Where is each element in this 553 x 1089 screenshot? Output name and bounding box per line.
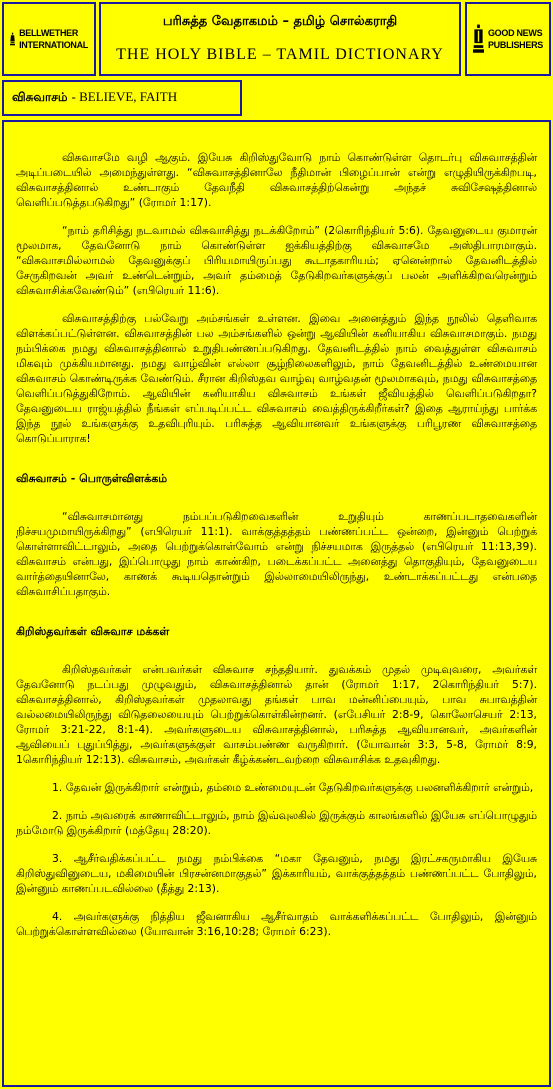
title-english: THE HOLY BIBLE – TAMIL DICTIONARY <box>116 46 444 63</box>
bell-figure-icon <box>10 17 15 61</box>
title-tamil: பரிசுத்த வேதாகமம் – தமிழ் சொல்கராதி <box>162 14 398 29</box>
section-people-text: கிறிஸ்தவர்கள் என்பவர்கள் விசுவாச சந்ததியார். துவக்கம் முதல் முடிவுவரை, அவர்கள் தேவனோடு நடப்பது முழுவதும், விசுவாசத்தினால் தான் (ரோமர் 1:17, 2கொரிந்தியர் 5:7). விசுவாசத்தினால், கிறிஸ்தவர்கள் முதலாவது தங்கள் பாவ மன்னிப்பையும், பாவ சுபாவத்தின் வல்லமையிலிருந்து விடுதலையையும் பெற்றுக்கொள்கின்றனர். (எபேசியர் 2:8-9, கொலோசெயர் 2:13, ரோமர் 3:21-22, 8:1-4). அவர்களுடைய விசுவாசத்தினால், பரிசுத்த ஆவியானவர், அவர்களின் ஆவியைப் புதுப்பித்து, அவர்களுக்குள் வாசம்பண்ண வருகிறார். (யோவான் 3:3, 5-8, ரோமர் 8:9, 1கொரிந்தியர் 12:13). விசுவாசம், அவர்கள் கீழ்க்கண்டவற்றை விசுவாசிக்க உதவுகிறது. <box>16 663 537 766</box>
intro-paragraph-2: “நாம் தரிசித்து நடவாமல் விசுவாசித்து நடக்கிறோம்” (2கொரிந்தியர் 5:6). தேவனுடைய குமாரன் மூலமாக, தேவனோடு நாம் கொண்டுள்ள ஐக்கியத்திற்கு விசுவாசமே அஸ்திபாரமாகும். “விசுவாசமில்லாமல் தேவனுக்குப் பிரியமாயிருப்பது கூடாதகாரியம்; ஏனென்றால் தேவனிடத்தில் சேருகிறவன் அவர் உண்டென்றும், அவர் தம்மைத் தேடுகிறவர்களுக்குப் பலன் அளிக்கிறவரென்றும் விசுவாசிக்கவேண்டும்” (எபிரெயர் 11:6). <box>16 224 537 297</box>
title-banner <box>99 2 461 76</box>
section-meaning-text: “விசுவாசமானது நம்பப்படுகிறவைகளின் உறுதியும் காணப்படாதவைகளின் நிச்சயமுமாயிருக்கிறது” (எபிரெயர் 11:1). வாக்குத்தத்தம் பண்ணப்பட்ட ஒன்றை, இன்னும் பெற்றுக் கொள்ளாவிட்டாலும், அதை பெற்றுக்கொள்வோம் என்று நிச்சயமாக இருத்தல் (எபிரெயர் 11:13,39). விசுவாசம் என்பது, இப்பொழுது நாம் காண்கிற, படைக்கப்பட்ட அனைத்து தொகுதியும், தேவனுடைய வார்த்தையினாலே, காணக் கூடியதொன்றும் இல்லாமையிலிருந்து, உண்டாக்கப்பட்டது என்பதை விசுவாசிப்பதாகும். <box>16 510 537 598</box>
logo-left-line2: INTERNATIONAL <box>19 40 88 50</box>
logo-left-line1: BELLWETHER <box>19 28 79 38</box>
intro-paragraph-3: விசுவாசத்திற்கு பல்வேறு அம்சங்கள் உள்ளன. இவை அனைத்தும் இந்த நூலில் தெளிவாக விளக்கப்பட்டுள்ளன. விசுவாசத்தின் பல அம்சங்களில் ஒன்று ஆவியின் கனியாகிய விசுவாசமாகும். நமது நம்பிக்கை நமது விசுவாசத்தினால் உறுதிபண்ணப்படுகிறது. தேவனிடத்தில் நாம் வைத்துள்ள விசுவாசம் மிகவும் முக்கியமானது. நமது வாழ்வின் எல்லா சூழ்நிலைகளிலும், நாம் தேவனிடத்தில் உண்மையான விசுவாசம் கொண்டிருக்க வேண்டும். சீரான கிறிஸ்தவ வாழ்வு வாழ்வதன் மூலமாகவும், நமது விசுவாசத்தை வெளிப்படுத்துகிறோம். ஆவியின் கனியாகிய விசுவாசம் உங்கள் ஜீவியத்தில் வெளிப்படுகிறதா? தேவனுடைய ராஜ்யத்தில் நீங்கள் எப்படிப்பட்ட விசுவாசம் வைத்திருக்கிறீர்கள்? இதை ஆராய்ந்து பார்க்க இந்த நூல் உங்களுக்கு உதவிபுரியும். பரிசுத்த ஆவியானவர் உங்களுக்கு பரிபூரண விசுவாசத்தை கொடுப்பாராக! <box>16 312 537 445</box>
book-figure-icon <box>473 17 484 61</box>
list-item: 4. அவர்களுக்கு நித்திய ஜீவனாகிய ஆசீர்வாதம் வாக்களிக்கப்பட்ட போதிலும், இன்னும் பெற்றுக்கொள்ளவில்லை (யோவான் 3:16,10:28; ரோமர் 6:23). <box>16 910 537 938</box>
logo-right-line2: PUBLISHERS <box>487 40 543 50</box>
headword-english: - BELIEVE, FAITH <box>71 89 178 104</box>
bellwether-logo <box>2 2 96 76</box>
section-heading-people: கிறிஸ்தவர்கள் விசுவாச மக்கள் <box>16 625 170 638</box>
list-item: 3. ஆசீர்வதிக்கப்பட்ட நமது நம்பிக்கை “மகா தேவனும், நமது இரட்சகருமாகிய இயேசு கிறிஸ்துவினுடைய, மகிமையின் பிரசன்னமாகுதல்” இக்காரியம், வாக்குத்தத்தம் பண்ணப்பட்ட போதிலும், இன்னும் காணப்படவில்லை (தீத்து 2:13). <box>16 852 537 895</box>
good-news-logo <box>465 2 551 76</box>
intro-paragraph-1: விசுவாசமே வழி ஆகும். இயேசு கிறிஸ்துவோடு நாம் கொண்டுள்ள தொடர்பு விசுவாசத்தின் அடிப்படையில் அமைந்துள்ளது. “விசுவாசத்தினாலே நீதிமான் பிழைப்பான் என்று எழுதியிருக்கிறபடி, விசுவாசத்தினால் உண்டாகும் தேவநீதி விசுவாசத்திற்கென்று அந்தச் சுவிசேஷத்தினால் வெளிப்படுத்தபடுகிறது” (ரோமர் 1:17). <box>16 151 537 209</box>
section-heading-meaning: விசுவாசம் - பொருள்விளக்கம் <box>16 472 168 485</box>
headword-tamil: விசுவாசம் <box>12 90 68 104</box>
logo-right-line1: GOOD NEWS <box>487 28 543 38</box>
list-item: 1. தேவன் இருக்கிறார் என்றும், தம்மை உண்மையுடன் தேடுகிறவர்களுக்கு பலனளிக்கிறார் என்றும், <box>52 781 534 794</box>
article-body <box>2 120 551 1087</box>
headword-box <box>2 80 242 116</box>
list-item: 2. நாம் அவரைக் காணாவிட்டாலும், நாம் இவ்வுலகில் இருக்கும் காலங்களில் இயேசு எப்பொழுதும் நம்மோடு இருக்கிறார் (மத்தேயு 28:20). <box>16 809 537 837</box>
